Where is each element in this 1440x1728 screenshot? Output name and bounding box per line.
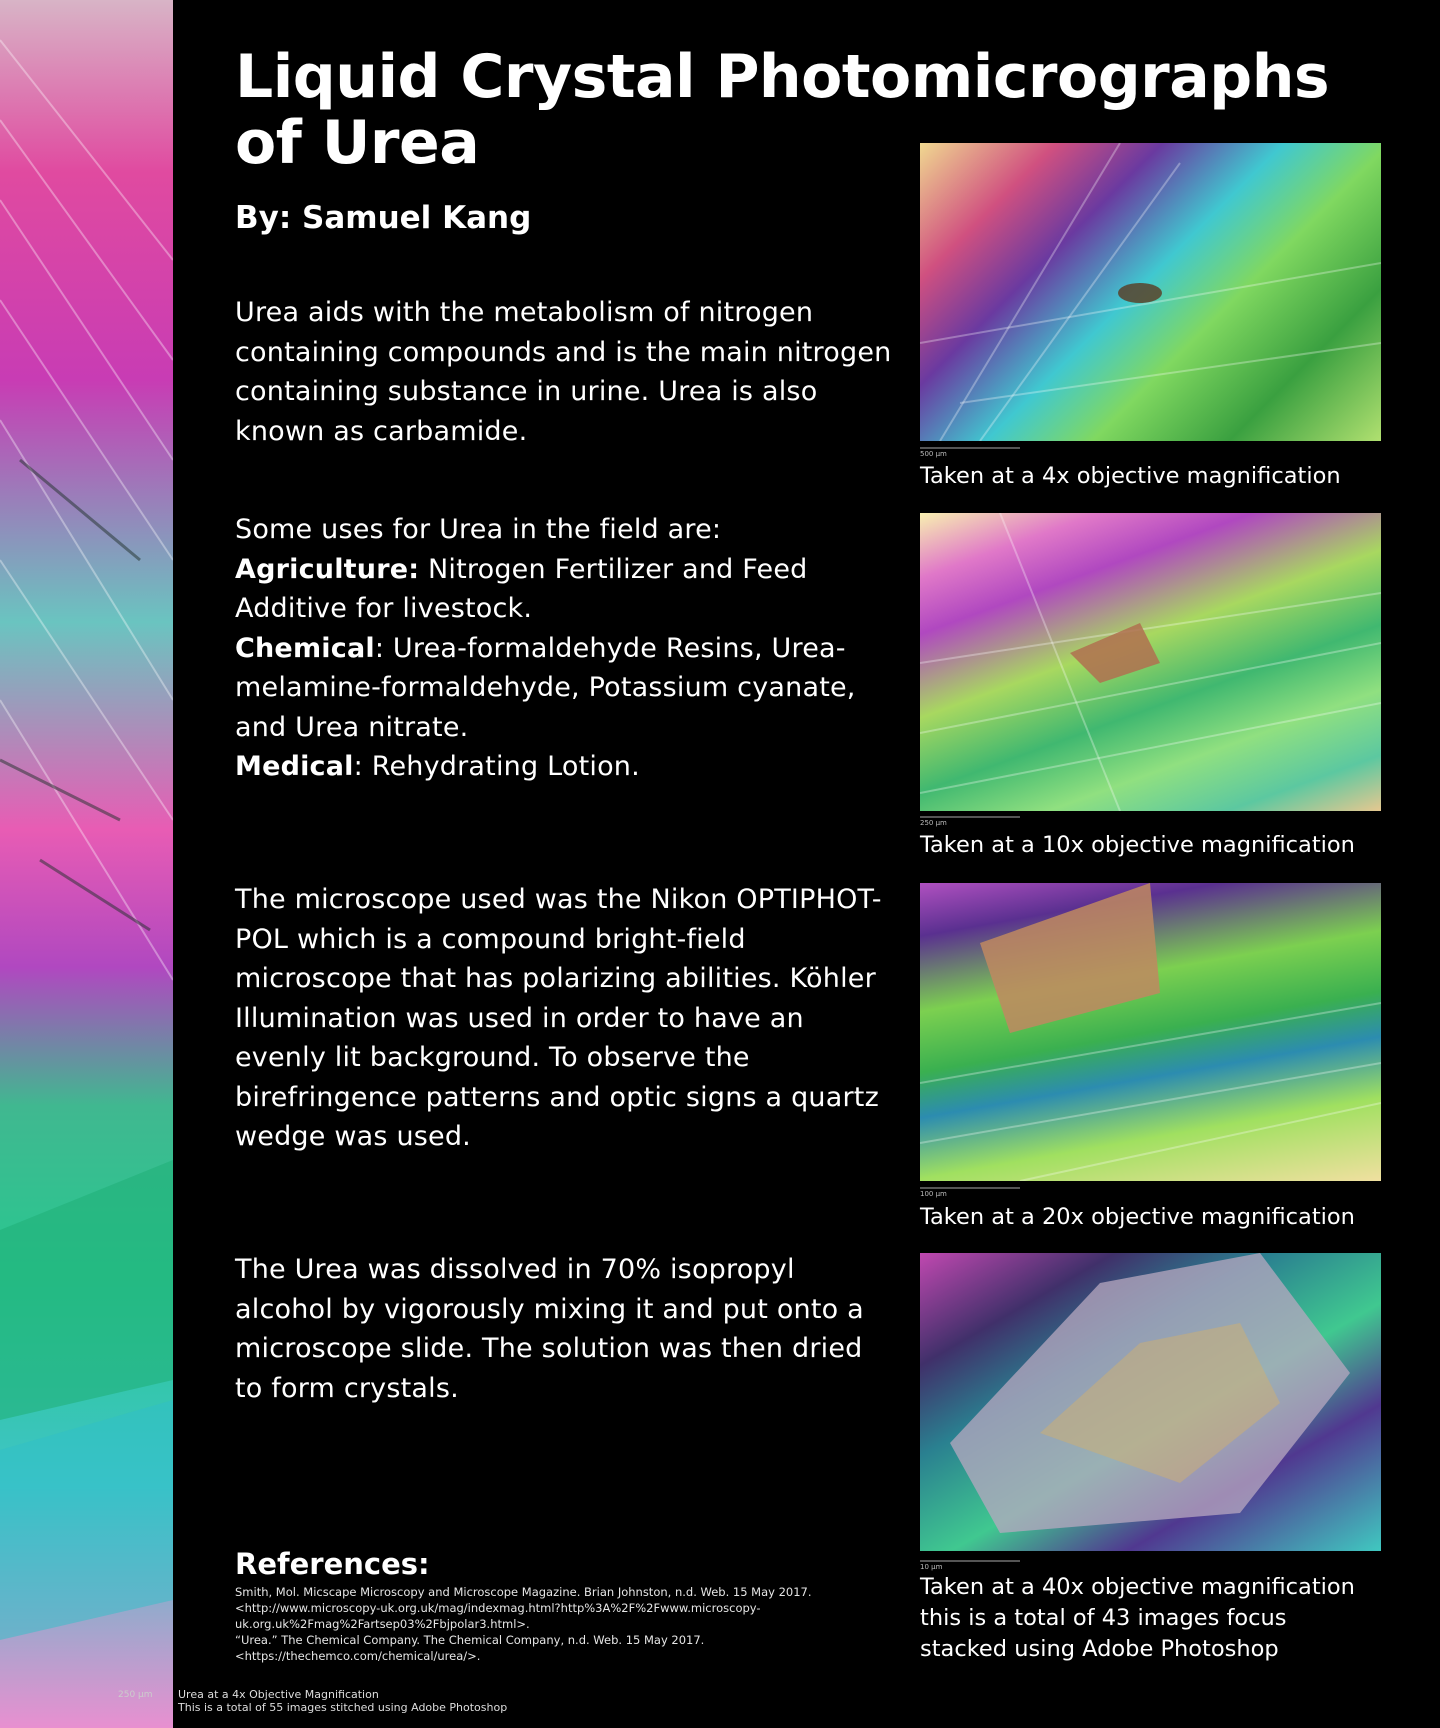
method-paragraph: The Urea was dissolved in 70% isopropyl alcohol by vigorously mixing it and put onto a microscope slide. The solution was then dried to form crystals. bbox=[235, 1254, 864, 1404]
sidebar-micrograph bbox=[0, 0, 173, 1728]
reference-item: “Urea.” The Chemical Company. The Chemical Company, n.d. Web. 15 May 2017. <https://thechemco.com/chemical/urea/>. bbox=[235, 1633, 705, 1663]
use-text: : Rehydrating Lotion. bbox=[353, 751, 640, 782]
scale-label: 10 µm bbox=[920, 1563, 943, 1571]
reference-item: Smith, Mol. Micscape Microscopy and Microscope Magazine. Brian Johnston, n.d. Web. 15 May 2017. <http://www.microscopy-uk.org.uk/mag/indexmag.html?http%3A%2F%2Fwww.microscopy-uk.org.uk%2Fmag%2Fartsep03%2Fbjpolar3.html>. bbox=[235, 1585, 812, 1631]
use-chemical bbox=[235, 629, 895, 748]
uses-intro: Some uses for Urea in the field are: bbox=[235, 514, 722, 545]
micrograph-10x-texture bbox=[920, 513, 1381, 811]
use-text: Nitrogen Fertilizer and Feed Additive for livestock. bbox=[235, 553, 808, 624]
sidebar-caption bbox=[178, 1688, 507, 1714]
use-agriculture bbox=[235, 550, 895, 629]
scale-bar bbox=[920, 1187, 1020, 1189]
caption-40x-line: stacked using Adobe Photoshop bbox=[920, 1636, 1279, 1662]
micrograph-10x bbox=[920, 513, 1381, 811]
caption-40x bbox=[920, 1572, 1440, 1665]
intro-paragraph: Urea aids with the metabolism of nitrogen containing compounds and is the main nitrogen containing substance in urine. Urea is also known as carbamide. bbox=[235, 297, 892, 447]
scale-label: 250 µm bbox=[920, 819, 947, 827]
references-list bbox=[235, 1584, 855, 1664]
caption-40x-line: Taken at a 40x objective magnification bbox=[920, 1574, 1355, 1600]
use-label: Chemical bbox=[235, 632, 375, 664]
caption-40x-line: this is a total of 43 images focus bbox=[920, 1605, 1287, 1631]
micrograph-40x-texture bbox=[920, 1253, 1381, 1551]
scale-bar bbox=[920, 816, 1020, 818]
references-title: References: bbox=[235, 1547, 430, 1581]
micrograph-20x bbox=[920, 883, 1381, 1181]
micrograph-4x-texture bbox=[920, 143, 1381, 441]
use-text: : Urea-formaldehyde Resins, Urea-melamine-formaldehyde, Potassium cyanate, and Urea nitrate. bbox=[235, 632, 856, 743]
sidebar-caption-line2: This is a total of 55 images stitched using Adobe Photoshop bbox=[178, 1701, 508, 1714]
scale-label: 500 µm bbox=[920, 450, 947, 458]
uses-paragraph bbox=[235, 510, 895, 787]
sidebar-caption-line1: Urea at a 4x Objective Magnification bbox=[178, 1688, 379, 1701]
use-label: Agriculture: bbox=[235, 553, 420, 585]
micrograph-40x bbox=[920, 1253, 1381, 1551]
caption-10x: Taken at a 10x objective magnification bbox=[920, 832, 1355, 858]
page-title: Liquid Crystal Photomicrographs of Urea bbox=[235, 42, 1330, 178]
use-medical bbox=[235, 747, 895, 787]
caption-4x: Taken at a 4x objective magnification bbox=[920, 463, 1341, 489]
scale-bar bbox=[920, 1560, 1020, 1562]
micrograph-4x bbox=[920, 143, 1381, 441]
microscope-paragraph: The microscope used was the Nikon OPTIPHOT-POL which is a compound bright-field microscope that has polarizing abilities. Köhler Illumination was used in order to have an evenly lit background. To observe the birefringence patterns and optic signs a quartz wedge was used. bbox=[235, 884, 882, 1152]
use-label: Medical bbox=[235, 751, 354, 782]
author: By: Samuel Kang bbox=[235, 200, 532, 236]
caption-20x: Taken at a 20x objective magnification bbox=[920, 1204, 1355, 1230]
sidebar-scale-label: 250 µm bbox=[118, 1690, 153, 1700]
scale-bar bbox=[920, 447, 1020, 449]
sidebar-crystal-texture bbox=[0, 0, 173, 1728]
scale-label: 100 µm bbox=[920, 1190, 947, 1198]
micrograph-20x-texture bbox=[920, 883, 1381, 1181]
